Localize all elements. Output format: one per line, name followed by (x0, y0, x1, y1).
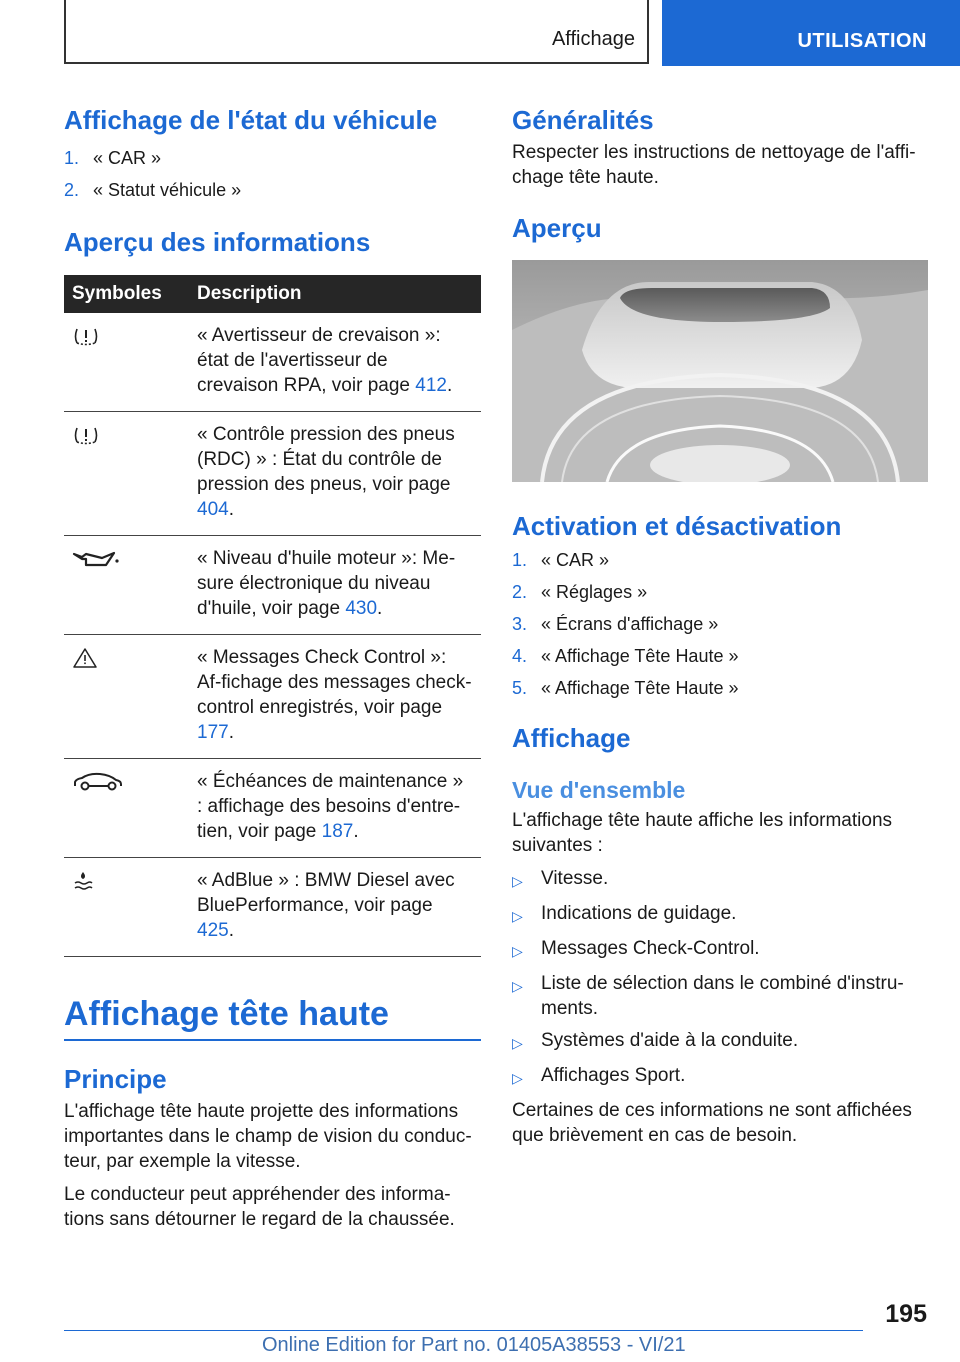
page-link[interactable]: 425 (197, 920, 229, 941)
list-item (512, 608, 928, 640)
description-suffix: . (228, 722, 234, 743)
table-row (64, 536, 481, 635)
table-row (64, 313, 481, 412)
tire-pressure-control-icon (72, 424, 100, 448)
step-text: « Affichage Tête Haute » (541, 678, 739, 698)
adblue-icon (72, 870, 94, 892)
step-number: 4. (512, 646, 528, 666)
description-suffix: . (353, 821, 359, 842)
left-column (64, 98, 481, 1232)
description-text: « Échéances de maintenance » : affichage des besoins d'entre-tien, voir page (197, 771, 464, 842)
description-text: « Avertisseur de crevaison »: état de l'avertisseur de crevaison RPA, voir page (197, 325, 441, 396)
footer-divider (64, 1330, 863, 1331)
general-heading: Généralités (512, 105, 654, 135)
description-suffix: . (228, 920, 234, 941)
header-section-box (64, 0, 649, 64)
description-cell (189, 536, 481, 635)
symbol-cell (64, 412, 189, 536)
step-text: « Affichage Tête Haute » (541, 646, 739, 666)
step-number: 1. (512, 550, 528, 570)
description-cell (189, 635, 481, 759)
description-text: « AdBlue » : BMW Diesel avec BluePerformance, voir page (197, 870, 455, 916)
bullet-triangle-icon: ▷ (512, 978, 523, 994)
step-text: « Écrans d'affichage » (541, 614, 719, 634)
display-heading: Affichage (512, 723, 631, 753)
list-item (512, 866, 928, 894)
list-item (512, 1063, 928, 1091)
column-header-symbols: Symboles (64, 275, 189, 313)
list-item (64, 142, 481, 174)
bullet-text: Messages Check-Control. (541, 938, 760, 959)
step-number: 2. (64, 180, 80, 200)
info-overview-heading: Aperçu des informations (64, 227, 371, 257)
description-text: « Contrôle pression des pneus (RDC) » : État du contrôle de pression des pneus, voir page (197, 424, 455, 495)
list-item (512, 901, 928, 929)
table-header-row (64, 275, 481, 313)
bullet-text: Vitesse. (541, 868, 609, 889)
principle-paragraph-1: L'affichage tête haute projette des informations importantes dans le champ de vision du conduc-teur, par exemple la vitesse. (64, 1101, 472, 1172)
table-row (64, 759, 481, 858)
list-item (512, 576, 928, 608)
bullet-text: Liste de sélection dans le combiné d'instru-ments. (541, 973, 904, 1019)
warning-triangle-icon (72, 647, 98, 669)
table-row (64, 412, 481, 536)
bullet-triangle-icon: ▷ (512, 943, 523, 959)
symbol-cell (64, 536, 189, 635)
list-item (512, 936, 928, 964)
hud-info-list (512, 866, 928, 1091)
table-row (64, 858, 481, 957)
hud-photo (512, 260, 928, 482)
page-link[interactable]: 177 (197, 722, 229, 743)
bullet-text: Affichages Sport. (541, 1065, 686, 1086)
activation-steps (512, 544, 928, 704)
section-divider (64, 1039, 481, 1041)
description-text: « Messages Check Control »: Af-fichage des messages check-control enregistrés, voir page (197, 647, 472, 718)
header-section-title: Affichage (551, 28, 635, 50)
apercu-heading: Aperçu (512, 213, 602, 243)
step-number: 5. (512, 678, 528, 698)
list-item (512, 672, 928, 704)
header-chapter-title: UTILISATION (797, 30, 927, 52)
bullet-text: Systèmes d'aide à la conduite. (541, 1030, 799, 1051)
list-item (512, 1028, 928, 1056)
description-cell (189, 759, 481, 858)
symbol-cell (64, 759, 189, 858)
overview-subheading: Vue d'ensemble (512, 777, 686, 803)
principle-paragraph-2: Le conducteur peut appréhender des informa-tions sans détourner le regard de la chaussée. (64, 1184, 455, 1230)
bullet-text: Indications de guidage. (541, 903, 737, 924)
hud-heading: Affichage tête haute (64, 995, 389, 1033)
description-suffix: . (446, 375, 453, 396)
page-link[interactable]: 430 (345, 598, 378, 619)
description-cell (189, 313, 481, 412)
page-link[interactable]: 187 (321, 821, 354, 842)
header-chapter-box (662, 0, 960, 66)
page-number: 195 (885, 1300, 927, 1328)
description-cell (189, 858, 481, 957)
vehicle-status-heading: Affichage de l'état du véhicule (64, 105, 438, 135)
vehicle-status-steps (64, 142, 481, 206)
symbol-cell (64, 313, 189, 412)
footer-edition: Online Edition for Part no. 01405A38553 - VI/21 (262, 1334, 686, 1356)
step-number: 3. (512, 614, 528, 634)
bullet-triangle-icon: ▷ (512, 1035, 523, 1051)
column-header-description: Description (189, 275, 481, 313)
list-item (512, 544, 928, 576)
description-suffix: . (228, 499, 234, 520)
table-row (64, 635, 481, 759)
principle-heading: Principe (64, 1064, 167, 1094)
symbol-cell (64, 858, 189, 957)
activation-heading: Activation et désactivation (512, 511, 842, 541)
right-column (512, 98, 928, 1148)
step-text: « CAR » (93, 148, 162, 168)
list-item (512, 640, 928, 672)
page-link[interactable]: 412 (415, 375, 447, 396)
overview-paragraph: L'affichage tête haute affiche les informations suivantes : (512, 810, 893, 856)
general-paragraph: Respecter les instructions de nettoyage de l'affi-chage tête haute. (512, 142, 916, 188)
step-text: « Réglages » (541, 582, 648, 602)
tire-pressure-warning-icon (72, 325, 100, 349)
bullet-triangle-icon: ▷ (512, 873, 523, 889)
symbols-table (64, 275, 481, 957)
step-number: 1. (64, 148, 80, 168)
step-number: 2. (512, 582, 528, 602)
list-item (512, 971, 928, 1021)
step-text: « CAR » (541, 550, 610, 570)
oil-can-icon (72, 548, 120, 570)
service-car-icon (72, 771, 124, 793)
description-suffix: . (377, 598, 383, 619)
description-cell (189, 412, 481, 536)
page-link[interactable]: 404 (197, 499, 229, 520)
closing-paragraph: Certaines de ces informations ne sont affichées que brièvement en cas de besoin. (512, 1100, 912, 1146)
symbol-cell (64, 635, 189, 759)
bullet-triangle-icon: ▷ (512, 1070, 523, 1086)
bullet-triangle-icon: ▷ (512, 908, 523, 924)
description-text: « Niveau d'huile moteur »: Me-sure électronique du niveau d'huile, voir page (197, 548, 456, 619)
step-text: « Statut véhicule » (93, 180, 242, 200)
list-item (64, 174, 481, 206)
